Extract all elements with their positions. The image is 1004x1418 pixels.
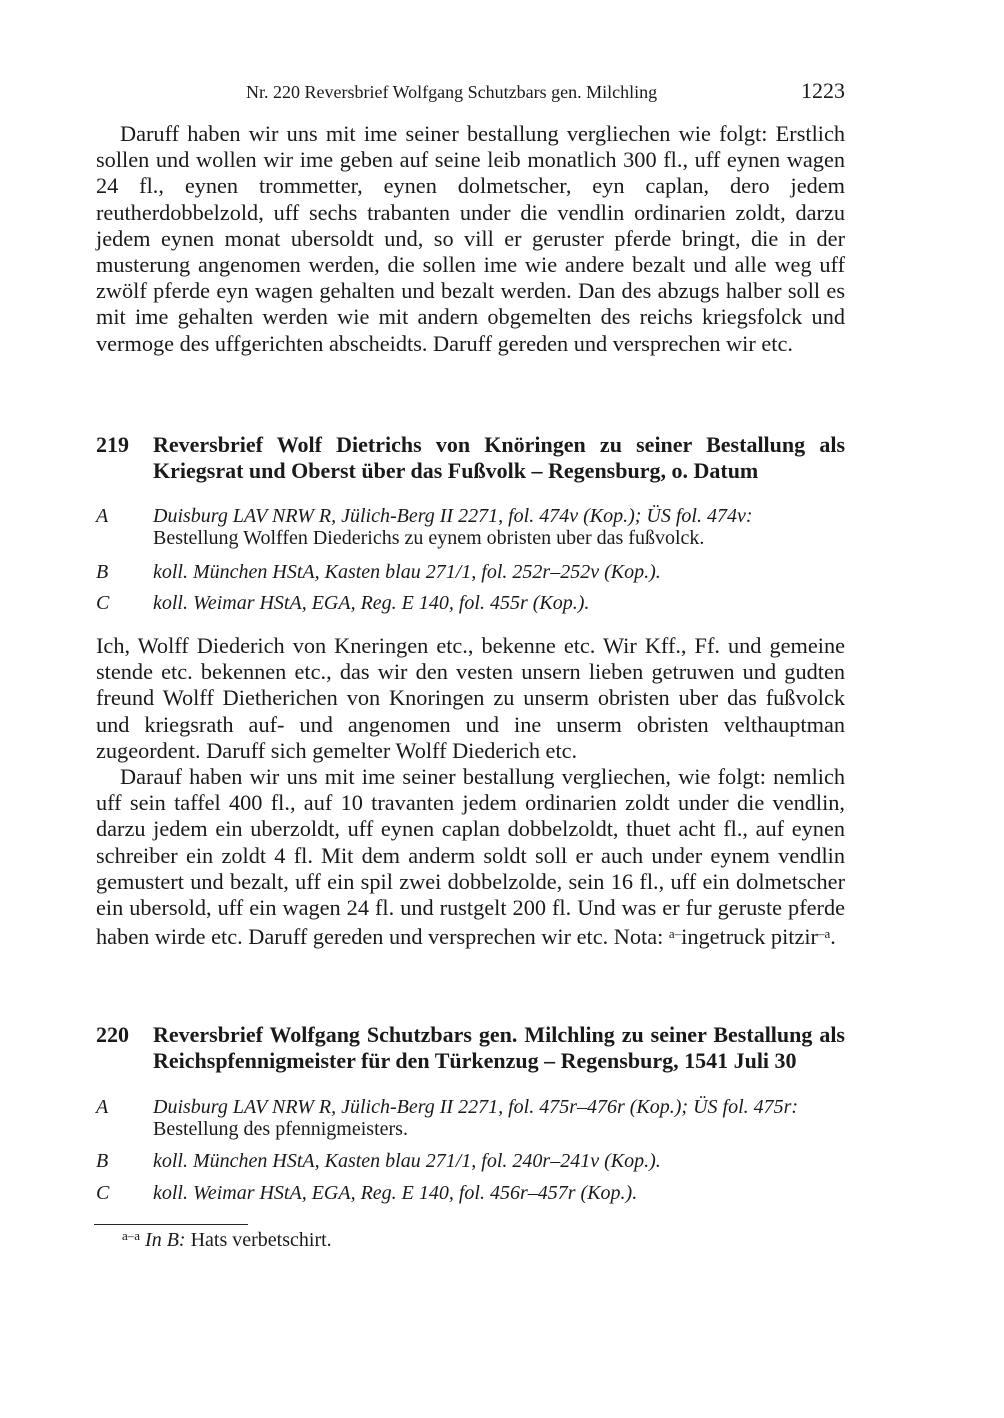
source-letter: A: [96, 1096, 109, 1118]
footnote-mark: a–a: [122, 1228, 141, 1243]
doc-title: Reversbrief Wolf Dietrichs von Knöringen zu seiner Bestallung als Kriegsrat und Oberst über das Fußvolk – Regensburg, o. Datum: [153, 432, 845, 483]
doc-number: 219: [96, 432, 129, 457]
page-number: 1223: [801, 78, 845, 103]
source-text: koll. Weimar HStA, EGA, Reg. E 140, fol. 455r (Kop.).: [153, 592, 590, 614]
doc-title: Reversbrief Wolfgang Schutzbars gen. Milchling zu seiner Bestallung als Reichspfennigmeister für den Türkenzug – Regensburg, 1541 Juli 30: [153, 1022, 845, 1073]
source-letter: B: [96, 1150, 109, 1172]
source-text: koll. Weimar HStA, EGA, Reg. E 140, fol. 456r–457r (Kop.).: [153, 1182, 638, 1204]
source-note: Bestellung des pfennigmeisters.: [153, 1118, 408, 1140]
paragraph-end: .: [830, 924, 836, 950]
footnote-mark: a–: [668, 926, 682, 942]
source-text: koll. München HStA, Kasten blau 271/1, fol. 252r–252v (Kop.).: [153, 561, 661, 583]
doc-219-paragraph-2: [96, 764, 845, 950]
doc-number: 220: [96, 1022, 129, 1047]
intro-paragraph: Daruff haben wir uns mit ime seiner bestallung vergliechen wie folgt: Erstlich sollen und wollen wir ime geben auf seine leib monatlich 300 fl., uff eynen wagen 24 fl., eynen trommetter, eynen dolmetscher, eyn caplan, dero jedem reutherdobbelzold, uff sechs trabanten under die vendlin ordinarien zoldt, darzu jedem eynen monat ubersoldt und, so vill er geruster pferde bringt, die in der musterung angenomen werden, die sollen ime wie andere bezalt und alle weg uff zwölf pferde eyn wagen gehalten und bezalt werden. Dan des abzugs halber soll es mit ime gehalten werden wie mit andern obgemelten des reichs kriegsfolck und vermoge des uffgerichten abscheidts. Daruff gereden und versprechen wir etc.: [96, 121, 845, 356]
source-text: koll. München HStA, Kasten blau 271/1, fol. 240r–241v (Kop.).: [153, 1150, 661, 1172]
source-letter: C: [96, 1182, 110, 1204]
footnote-mark: –a: [818, 926, 831, 942]
footnote-divider: [94, 1224, 248, 1225]
footnote-text: Hats verbetschirt.: [190, 1229, 332, 1251]
source-B: [96, 561, 845, 583]
source-C: [96, 592, 845, 614]
source-text: Duisburg LAV NRW R, Jülich-Berg II 2271, fol. 474v (Kop.); ÜS fol. 474v:: [153, 505, 753, 527]
source-letter: C: [96, 592, 110, 614]
paragraph-text: Darauf haben wir uns mit ime seiner bestallung vergliechen, wie folgt: nemlich uff sein taffel 400 fl., auf 10 travanten jedem ordinarien zoldt under die vendlin, darzu jedem ein uberzoldt, uff eynen caplan dobbelzoldt, thuet acht fl., auf eynen schreiber ein zoldt 4 fl. Mit dem anderm soldt soll er auch under eynem vendlin gemustert und bezalt, uff ein spil zwei dobbelzolde, sein 16 fl., uff ein dolmetscher ein ubersold, uff ein wagen 24 fl. und rustgelt 200 fl. Und was er fur geruste pferde haben wirde etc. Daruff gereden und versprechen wir etc. Nota:: [96, 764, 845, 950]
doc-219-paragraph-1: Ich, Wolff Diederich von Kneringen etc., bekenne etc. Wir Kff., Ff. und gemeine stende etc. bekennen etc., das wir den vesten unsern lieben getruwen und gudten freund Wolff Dietherichen von Knoringen zu unserm obristen uber das fußvolck und kriegsrath auf- und angenomen und ine unserm obristen velthauptman zugeordent. Daruff sich gemelter Wolff Diederich etc.: [96, 633, 845, 763]
doc-220-heading: [96, 1022, 845, 1074]
source-letter: B: [96, 561, 109, 583]
footnote-label: In B:: [145, 1229, 186, 1251]
doc-219-heading: [96, 432, 845, 484]
source-B: [96, 1150, 845, 1172]
marked-text: ingetruck pitzir: [681, 924, 818, 950]
source-text: Duisburg LAV NRW R, Jülich-Berg II 2271, fol. 475r–476r (Kop.); ÜS fol. 475r:: [153, 1096, 799, 1118]
header-title: Nr. 220 Reversbrief Wolfgang Schutzbars gen. Milchling: [246, 82, 658, 102]
footnote: [122, 1228, 332, 1252]
source-note: Bestellung Wolffen Diederichs zu eynem obristen uber das fußvolck.: [153, 527, 705, 549]
source-C: [96, 1182, 845, 1204]
source-A: [96, 505, 845, 549]
source-letter: A: [96, 505, 109, 527]
source-A: [96, 1096, 845, 1140]
